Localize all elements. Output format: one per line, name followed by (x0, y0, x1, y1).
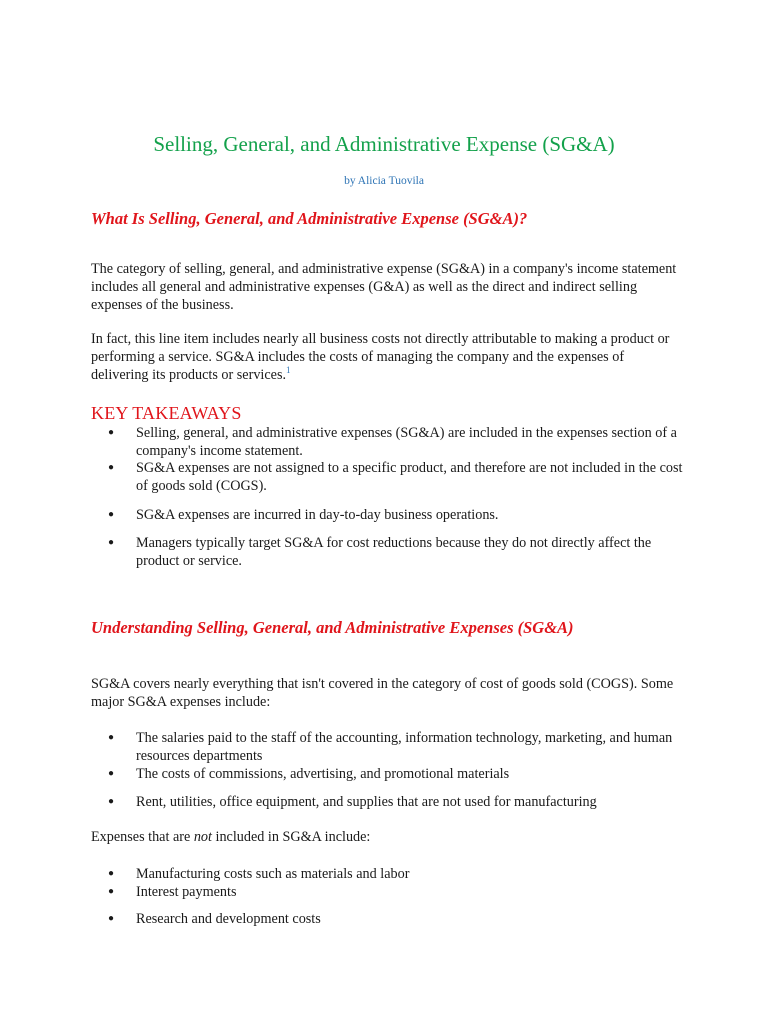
bullet-icon: ● (108, 913, 115, 924)
list-item (108, 883, 688, 901)
key-takeaways-heading: KEY TAKEAWAYS (91, 403, 242, 423)
section-heading-understanding: Understanding Selling, General, and Administrative Expenses (SG&A) (91, 618, 574, 637)
list-item-text: Selling, general, and administrative expenses (SG&A) are included in the expenses section of a company's income statement. (136, 425, 677, 459)
list-item (108, 534, 688, 570)
bullet-icon: ● (108, 462, 115, 473)
list-item (108, 793, 688, 811)
paragraph-line-item-text: In fact, this line item includes nearly all business costs not directly attributable to making a product or performing a service. SG&A includes the costs of managing the company and the expenses of delivering its products or services. (91, 331, 670, 383)
bullet-icon: ● (108, 868, 115, 879)
bullet-icon: ● (108, 732, 115, 743)
bullet-icon: ● (108, 427, 115, 438)
list-item-text: Interest payments (136, 884, 237, 900)
bullet-icon: ● (108, 768, 115, 779)
list-item-text: SG&A expenses are not assigned to a specific product, and therefore are not included in the cost of goods sold (COGS). (136, 460, 683, 494)
section-heading-what-is: What Is Selling, General, and Administrative Expense (SG&A)? (91, 209, 528, 228)
list-item (108, 506, 688, 524)
footnote-link[interactable]: 1 (286, 365, 291, 375)
list-item-text: The salaries paid to the staff of the accounting, information technology, marketing, and human resources departments (136, 730, 673, 764)
list-item (108, 910, 688, 928)
list-item-text: Manufacturing costs such as materials and labor (136, 866, 410, 882)
bullet-icon: ● (108, 796, 115, 807)
list-item (108, 729, 688, 765)
bullet-icon: ● (108, 537, 115, 548)
list-item-text: SG&A expenses are incurred in day-to-day business operations. (136, 507, 499, 523)
list-item (108, 424, 688, 460)
paragraph-line-item (91, 330, 681, 384)
paragraph-coverage: SG&A covers nearly everything that isn't covered in the category of cost of goods sold (COGS). Some major SG&A expenses include: (91, 676, 674, 710)
list-item-text: Research and development costs (136, 911, 321, 927)
paragraph-definition: The category of selling, general, and administrative expense (SG&A) in a company's income statement includes all general and administrative expenses (G&A) as well as the direct and indirect selling expenses of the business. (91, 261, 677, 313)
list-item-text: The costs of commissions, advertising, and promotional materials (136, 766, 510, 782)
document-title: Selling, General, and Administrative Expense (SG&A) (153, 132, 615, 156)
bullet-icon: ● (108, 886, 115, 897)
exclusions-text-before: Expenses that are (91, 829, 194, 845)
list-item (108, 765, 688, 783)
author-byline[interactable]: by Alicia Tuovila (344, 175, 424, 187)
list-item-text: Managers typically target SG&A for cost reductions because they do not directly affect the product or service. (136, 535, 652, 569)
list-item (108, 865, 688, 883)
bullet-icon: ● (108, 509, 115, 520)
paragraph-exclusions (91, 828, 681, 846)
list-item (108, 459, 688, 495)
list-item-text: Rent, utilities, office equipment, and supplies that are not used for manufacturing (136, 794, 597, 810)
exclusions-emphasis: not (193, 829, 212, 845)
exclusions-text-after: included in SG&A include: (211, 829, 371, 845)
